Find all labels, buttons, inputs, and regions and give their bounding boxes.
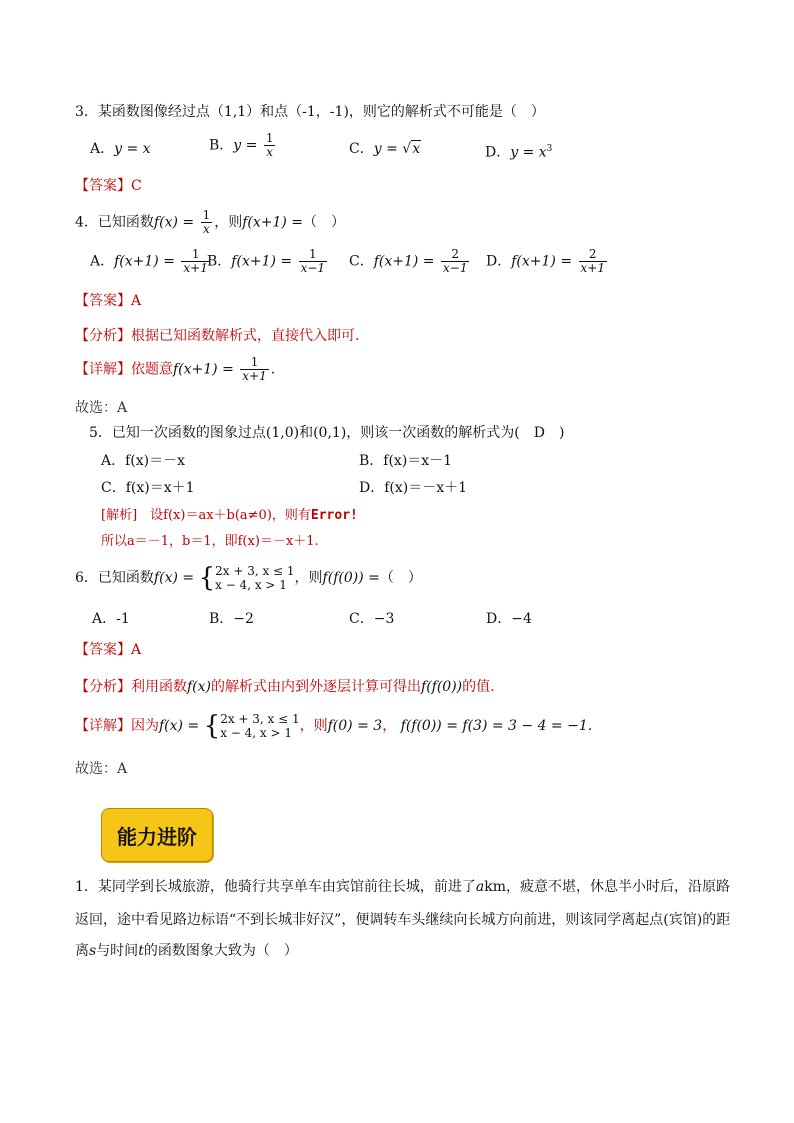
q6-option-c: C．−3 xyxy=(349,611,395,627)
q3-answer: 【答案】C xyxy=(75,178,142,194)
q4-option-a: A．f(x+1) = $\frac{1}{x+1}$ xyxy=(90,247,208,275)
q4-stem: 4．已知函数f(x) = $\frac{1}{x}$ ，则f(x+1) =（ ） xyxy=(75,208,346,236)
q4-option-d: D．f(x+1) = $\frac{2}{x+1}$ xyxy=(486,247,605,275)
q3-stem: 3．某函数图像经过点（1,1）和点（-1，-1)，则它的解析式不可能是（ ） xyxy=(75,104,545,120)
ability-q1-line1: 1．某同学到长城旅游，他骑行共享单车由宾馆前往长城，前进了akm，疲意不堪，休息半小时后，沿原路 xyxy=(75,879,731,895)
q4-analysis: 【分析】根据已知函数解析式，直接代入即可. xyxy=(75,328,360,344)
q6-analysis: 【分析】利用函数f(x)的解析式由内到外逐层计算可得出f(f(0))的值. xyxy=(75,679,495,695)
sqrt-icon: √x xyxy=(402,141,421,157)
q5-jiexi-line2: 所以a＝－1，b＝1，即f(x)＝－x＋1. xyxy=(101,534,319,549)
ability-q1-line2: 返回，途中看见路边标语“不到长城非好汉”，便调转车头继续向长城方向前进，则该同学离起点(宾馆)的距 xyxy=(75,912,731,928)
q6-choose: 故选：A xyxy=(75,761,128,777)
q6-option-a: A．-1 xyxy=(92,611,130,627)
q5-stem: 5．已知一次函数的图象过点(1,0)和(0,1)，则该一次函数的解析式为( D ) xyxy=(89,425,565,441)
q6-stem: 6．已知函数f(x) = {2x + 3, x ≤ 1 x − 4, x > 1 ，则f(f(0)) =（ ） xyxy=(75,563,422,593)
q3-option-b: B．y = $\frac{1}{x}$ xyxy=(209,131,274,159)
q4-detail: 【详解】依题意f(x+1) = $\frac{1}{x+1}$ . xyxy=(75,355,276,383)
q5-option-b: B．f(x)＝x－1 xyxy=(359,453,453,469)
q3-option-c: C．y = √x xyxy=(349,141,421,157)
q5-option-c: C．f(x)＝x＋1 xyxy=(101,480,195,496)
q3-option-a: A．y = x xyxy=(90,141,151,157)
q3-option-b-fraction: $\frac{1}{x}$ xyxy=(265,131,274,159)
left-brace-icon: { xyxy=(198,563,216,593)
q4-option-b: B．f(x+1) = $\frac{1}{x-1}$ xyxy=(207,247,326,275)
ability-q1-line3: 离s与时间t的函数图象大致为（ ） xyxy=(75,943,298,959)
left-brace-icon: { xyxy=(203,711,221,741)
q4-option-c: C．f(x+1) = $\frac{2}{x-1}$ xyxy=(349,247,468,275)
q4-answer: 【答案】A xyxy=(75,293,142,309)
q5-option-d: D．f(x)＝－x＋1 xyxy=(359,480,468,496)
q4-stem-fraction: $\frac{1}{x}$ xyxy=(202,208,211,236)
section-badge-ability-advance: 能力进阶 xyxy=(101,808,213,862)
q5-option-a: A．f(x)＝－x xyxy=(101,453,186,469)
q4-choose: 故选：A xyxy=(75,400,128,416)
q3-option-d: D．$y = x^3$ xyxy=(485,144,553,161)
q6-detail: 【详解】因为f(x) = {2x + 3, x ≤ 1 x − 4, x > 1 ，则f(0) = 3， f(f(0)) = f(3) = 3 − 4 = −1. xyxy=(75,711,593,741)
q5-jiexi: [解析] 设f(x)＝ax＋b(a≠0)，则有Error! xyxy=(101,508,358,523)
q6-option-d: D．−4 xyxy=(486,611,532,627)
q6-answer: 【答案】A xyxy=(75,642,142,658)
q6-option-b: B．−2 xyxy=(209,611,254,627)
